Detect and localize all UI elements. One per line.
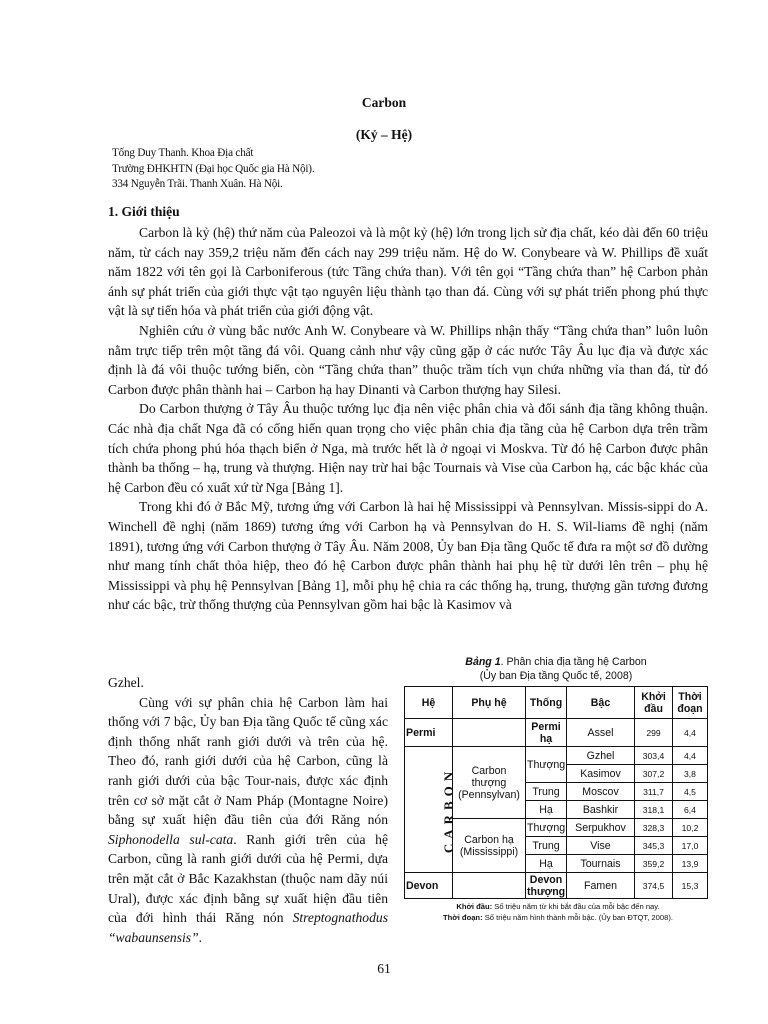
cell-bac: Kasimov [567,765,635,783]
subsystem-alt: (Mississippi) [459,845,519,858]
cell-duration: 17,0 [673,837,708,855]
era-label: CARBON [441,766,457,853]
cell-duration: 15,3 [673,873,708,899]
subsystem-lower [453,819,526,873]
cell-phu-he [453,873,526,899]
paragraph: Carbon là kỷ (hệ) thứ năm của Paleozoi và là một kỷ (hệ) lớn trong lịch sử địa chất, kéo dài đến 60 triệu năm, từ cách nay 359,2 triệu năm đến cách nay 299 triệu năm. Hệ do W. Conybeare và W. Phillips đề xuất năm 1822 với tên gọi là Carboniferous (tức Tầng chứa than). Với tên gọi “Tầng chứa than” hệ Carbon phản ánh sự phát triển của giới thực vật tạo nguyên liệu thành tạo than đá. Cùng với sự phát triển phong phú thực vật là sự tiến hóa và phát triển của giới động vật. [108,225,708,319]
table-row [405,747,708,765]
table-row [405,719,708,747]
header-khoi-dau: Khởi đầu [635,687,673,719]
paragraph [108,693,388,948]
main-body [108,223,708,615]
cell-duration: 4,4 [673,747,708,765]
subsystem-name: Carbon hạ [464,833,514,846]
cell-thong: Trung [526,783,567,801]
cell-start: 345,3 [635,837,673,855]
cell-thong: Hạ [526,801,567,819]
paragraph: Trong khi đó ở Bắc Mỹ, tương ứng với Carbon là hai hệ Mississippi và Pennsylvan. Missis-sippi do A. Winchell đề nghị (năm 1869) tương ứng với Carbon hạ và Pennsylvan do H. S. Wil-liams đề nghị (năm 1891), tương ứng với Carbon thượng ở Tây Âu. Năm 2008, Ủy ban Địa tầng Quốc tế đưa ra một sơ đồ dường như mang tính chất thỏa hiệp, theo đó hệ Carbon được phân thành hai phụ hệ từ dưới lên trên – phụ hệ Mississippi và phụ hệ Pennsylvan [Bảng 1], mỗi phụ hệ chia ra các thống hạ, trung, thượng gần tương đương như các bậc, trừ thống thượng của Pennsylvan gồm hai bậc là Kasimov và [108,499,708,613]
cell-thong: Thượng [526,819,567,837]
cell-bac: Famen [567,873,635,899]
cell-start: 318,1 [635,801,673,819]
document-subtitle: (Kỷ – Hệ) [355,127,413,142]
cell-duration: 6,4 [673,801,708,819]
cell-start: 303,4 [635,747,673,765]
subsystem-upper [453,747,526,819]
document-title: Carbon [361,95,407,110]
cell-start: 299 [635,719,673,747]
page-number: 61 [377,961,391,976]
left-column-body [108,673,388,947]
cell-bac: Tournais [567,855,635,873]
cell-start: 307,2 [635,765,673,783]
header-bac: Bậc [567,687,635,719]
cell-bac: Gzhel [567,747,635,765]
caption-text: . Phân chia địa tầng hệ Carbon [500,656,647,668]
cell-start: 328,3 [635,819,673,837]
table-caption [400,656,712,684]
table-header-row [405,687,708,719]
text-run: . Ranh giới trên của hệ Carbon, cũng là ranh giới dưới của hệ Permi, dựa trên mặt cắt ở Bắc Kazakhstan (thuộc nam dãy núi Ural), được xác định bằng sự xuất hiện đầu tiên của đới hình thái Răng nón [108,831,388,926]
cell-start: 374,5 [635,873,673,899]
cell-thong: Trung [526,837,567,855]
cell-thong: Hạ [526,855,567,873]
table-note [410,901,706,923]
note-text: Số triệu năm từ khi bắt đầu của mỗi bậc đến nay. [492,902,660,911]
cell-duration: 10,2 [673,819,708,837]
note-text: Số triệu năm hình thành mỗi bậc. (Ủy ban ĐTQT, 2008). [482,913,673,922]
author-line: Trường ĐHKHTN (Đại học Quốc gia Hà Nội). [112,162,315,175]
caption-line [400,656,712,670]
cell-he: Permi [405,719,453,747]
header-phu-he: Phụ hệ [453,687,526,719]
caption-line-2: (Ủy ban Địa tầng Quốc tế, 2008) [479,669,633,682]
note-line [410,901,706,912]
cell-start: 359,2 [635,855,673,873]
cell-phu-he [453,719,526,747]
paragraph: Do Carbon thượng ở Tây Âu thuộc tướng lục địa nên việc phân chia và đối sánh địa tầng không thuận. Các nhà địa chất Nga đã có cống hiến quan trọng cho việc phân chia địa tầng của hệ Carbon dựa trên trầm tích chứa phong phú hóa thạch biển ở Nga, mà trước hết là ở ngoại vi Moskva. Từ đó hệ Carbon được phân thành ba thống – hạ, trung và thượng. Hiện nay trừ hai bậc Tournais và Vise của Carbon hạ, các bậc khác của hệ Carbon đều có xuất xứ từ Nga [Bảng 1]. [108,401,708,495]
subsystem-name: Carbon thượng [471,764,507,789]
paragraph-continuation: Gzhel. [108,675,144,690]
cell-duration: 13,9 [673,855,708,873]
species-name: Siphonodella sul-cata [108,831,234,847]
cell-bac: Moscov [567,783,635,801]
cell-bac: Serpukhov [567,819,635,837]
section-heading: 1. Giới thiệu [108,204,180,219]
note-label: Khởi đầu: [456,902,493,911]
text-run: . [198,929,203,945]
cell-duration: 3,8 [673,765,708,783]
cell-duration: 4,5 [673,783,708,801]
cell-duration: 4,4 [673,719,708,747]
table-row [405,873,708,899]
author-line: 334 Nguyễn Trãi. Thanh Xuân. Hà Nội. [112,178,283,190]
species-name: Streptognathodus “wabaunsensis” [108,910,388,945]
author-block [112,146,314,193]
cell-bac: Bashkir [567,801,635,819]
note-label: Thời đoạn: [443,913,483,922]
stratigraphy-table [404,686,708,899]
era-label-cell [405,747,457,873]
header-he: Hệ [405,687,453,719]
cell-bac: Assel [567,719,635,747]
caption-label: Bảng 1 [465,656,501,668]
cell-thong: Devon thượng [527,873,566,898]
paragraph: Nghiên cứu ở vùng bắc nước Anh W. Conybeare và W. Phillips nhận thấy “Tầng chứa than” luôn luôn nằm trực tiếp trên một tầng đá vôi. Quang cảnh như vậy cũng gặp ở các nước Tây Âu lục địa và được xác định là đá vôi thuộc tướng biển, còn “Tầng chứa than” thuộc trầm tích vụn chứa những vỉa than đá, từ đó Carbon được phân thành hai – Carbon hạ hay Dinanti và Carbon thượng hay Silesi. [108,322,708,397]
header-thong: Thống [526,687,567,719]
header-thoi-doan: Thời đoạn [673,687,708,719]
cell-start: 311,7 [635,783,673,801]
author-line: Tống Duy Thanh. Khoa Địa chất [112,147,254,159]
note-line [410,912,706,923]
subsystem-alt: (Pennsylvan) [458,788,520,801]
cell-thong: Thượng [526,747,567,783]
cell-thong: Permi hạ [526,719,567,747]
cell-he: Devon [405,873,453,899]
cell-bac: Vise [567,837,635,855]
text-run: Cùng với sự phân chia hệ Carbon làm hai thống với 7 bậc, Ủy ban Địa tầng Quốc tế cũng xác định thống nhất ranh giới dưới và trên của hệ. Theo đó, ranh giới dưới của hệ Carbon, cũng là ranh giới dưới của bậc Tour-nais, được xác định trên cơ sở mặt cắt ở Nam Pháp (Montagne Noire) bằng sự xuất hiện đầu tiên của đới Răng nón [108,694,388,828]
